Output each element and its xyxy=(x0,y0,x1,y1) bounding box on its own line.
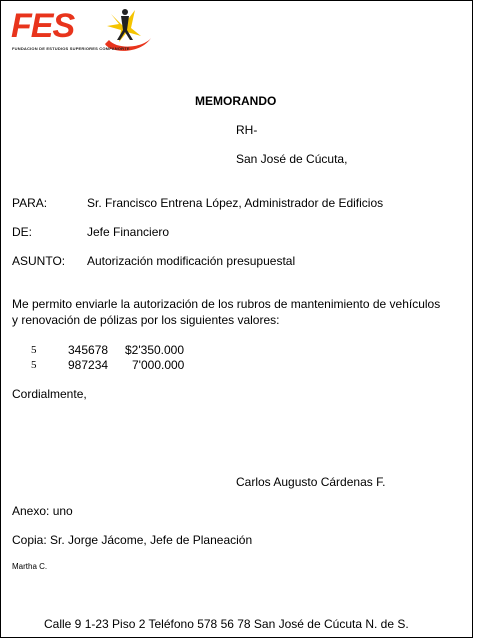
logo-brand-text: FES xyxy=(11,7,75,45)
item-code: 987234 xyxy=(68,358,109,372)
item-bullet: 5 xyxy=(31,359,37,371)
copy-to: Copia: Sr. Jorge Jácome, Jefe de Planeación xyxy=(12,533,253,547)
footer-address: Calle 9 1-23 Piso 2 Teléfono 578 56 78 San José de Cúcuta N. de S. xyxy=(44,617,409,631)
closing: Cordialmente, xyxy=(12,387,87,401)
field-label-para: PARA: xyxy=(12,196,48,210)
signer-name: Carlos Augusto Cárdenas F. xyxy=(236,475,386,489)
memo-place-date: San José de Cúcuta, xyxy=(236,152,348,166)
memo-reference: RH- xyxy=(236,123,258,137)
fes-logo xyxy=(11,6,153,56)
item-bullet: 5 xyxy=(31,344,37,356)
body-line-1: Me permito enviarle la autorización de los rubros de mantenimiento de vehículos xyxy=(12,297,441,311)
field-value-de: Jefe Financiero xyxy=(87,225,170,239)
field-label-de: DE: xyxy=(12,225,33,239)
memo-title: MEMORANDO xyxy=(195,94,277,108)
item-code: 345678 xyxy=(68,343,109,357)
typist-initials: Martha C. xyxy=(12,562,48,571)
annex: Anexo: uno xyxy=(12,504,73,518)
field-value-para: Sr. Francisco Entrena López, Administrador de Edificios xyxy=(87,196,384,210)
item-amount: $2'350.000 xyxy=(125,343,185,357)
logo-tagline: FUNDACION DE ESTUDIOS SUPERIORES COMFANORTE xyxy=(12,46,130,51)
body-line-2: y renovación de pólizas por los siguientes valores: xyxy=(12,313,280,327)
field-value-asunto: Autorización modificación presupuestal xyxy=(87,254,296,268)
field-label-asunto: ASUNTO: xyxy=(12,254,66,268)
item-amount: 7'000.000 xyxy=(132,358,185,372)
